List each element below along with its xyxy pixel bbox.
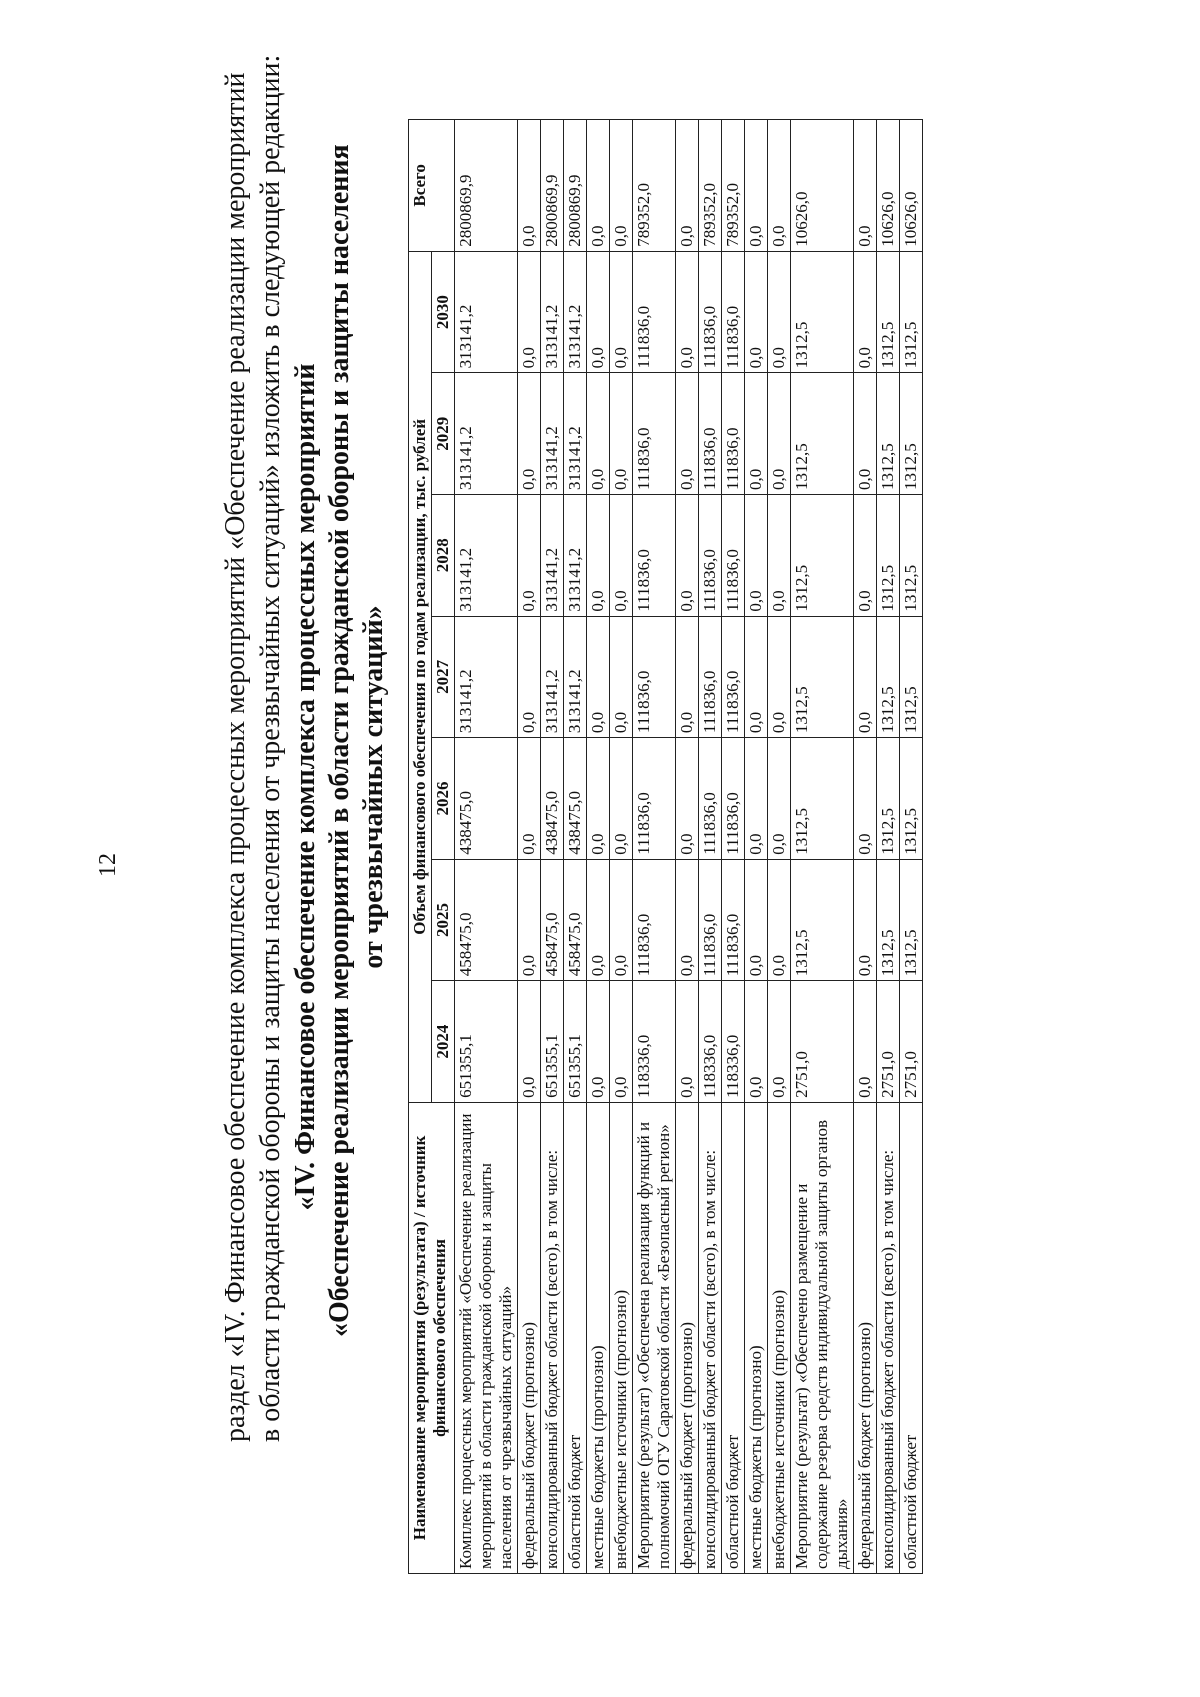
row-value: 0,0: [676, 251, 699, 373]
row-total: 0,0: [610, 120, 633, 252]
row-value: 0,0: [854, 981, 877, 1103]
table-row: [676, 120, 699, 1574]
row-total: 789352,0: [633, 120, 676, 252]
row-value: 1312,5: [877, 251, 900, 373]
table-row: [877, 120, 900, 1574]
row-value: 0,0: [676, 738, 699, 860]
table-row: [518, 120, 541, 1574]
row-value: 111836,0: [699, 616, 722, 738]
row-value: 651355,1: [564, 981, 587, 1103]
row-value: 0,0: [518, 373, 541, 495]
header-name: Наименование мероприятия (результата) / источник финансового обеспечения: [409, 1102, 455, 1573]
row-value: 0,0: [676, 981, 699, 1103]
row-value: 0,0: [768, 981, 791, 1103]
row-value: 458475,0: [455, 859, 518, 981]
row-value: 1312,5: [791, 494, 854, 616]
row-value: 0,0: [610, 738, 633, 860]
row-value: 0,0: [518, 981, 541, 1103]
row-value: 1312,5: [900, 373, 923, 495]
row-value: 651355,1: [455, 981, 518, 1103]
header-total: Всего: [409, 120, 455, 252]
header-year: 2027: [432, 616, 455, 738]
row-value: 0,0: [587, 981, 610, 1103]
header-year: 2030: [432, 251, 455, 373]
row-value: 313141,2: [564, 494, 587, 616]
row-value: 0,0: [676, 859, 699, 981]
row-value: 0,0: [768, 616, 791, 738]
row-value: 0,0: [610, 981, 633, 1103]
row-value: 651355,1: [541, 981, 564, 1103]
row-value: 111836,0: [699, 859, 722, 981]
row-value: 0,0: [587, 251, 610, 373]
row-value: 111836,0: [633, 373, 676, 495]
table-row: [564, 120, 587, 1574]
table-row: [633, 120, 676, 1574]
table-row: [854, 120, 877, 1574]
financing-table: [408, 119, 923, 1574]
section-title-line-2: «Обеспечение реализации мероприятий в области гражданской обороны и защиты населения: [324, 144, 355, 1337]
row-value: 1312,5: [791, 738, 854, 860]
row-value: 0,0: [518, 738, 541, 860]
row-value: 0,0: [854, 494, 877, 616]
row-value: 111836,0: [699, 494, 722, 616]
row-value: 313141,2: [455, 494, 518, 616]
row-value: 313141,2: [455, 251, 518, 373]
row-value: 0,0: [768, 251, 791, 373]
row-value: 438475,0: [541, 738, 564, 860]
row-name: Комплекс процессных мероприятий «Обеспечение реализации мероприятий в области гражданской обороны и защиты населения от чрезвычайных ситуаций»: [455, 1102, 518, 1573]
row-value: 1312,5: [791, 251, 854, 373]
row-value: 1312,5: [791, 373, 854, 495]
row-value: 111836,0: [722, 251, 745, 373]
row-value: 111836,0: [633, 616, 676, 738]
table-row: [745, 120, 768, 1574]
row-value: 0,0: [745, 616, 768, 738]
row-value: 0,0: [587, 616, 610, 738]
row-name: местные бюджеты (прогнозно): [745, 1102, 768, 1573]
row-value: 0,0: [768, 373, 791, 495]
row-name: федеральный бюджет (прогнозно): [518, 1102, 541, 1573]
row-value: 313141,2: [455, 373, 518, 495]
row-value: 458475,0: [541, 859, 564, 981]
row-name: консолидированный бюджет области (всего), в том числе:: [877, 1102, 900, 1573]
row-name: областной бюджет: [722, 1102, 745, 1573]
row-value: 0,0: [768, 859, 791, 981]
row-value: 1312,5: [877, 373, 900, 495]
row-total: 10626,0: [877, 120, 900, 252]
row-value: 1312,5: [900, 494, 923, 616]
row-total: 0,0: [676, 120, 699, 252]
row-value: 111836,0: [699, 738, 722, 860]
table-row: [610, 120, 633, 1574]
row-name: консолидированный бюджет области (всего), в том числе:: [699, 1102, 722, 1573]
row-value: 0,0: [610, 373, 633, 495]
row-value: 313141,2: [564, 373, 587, 495]
row-name: федеральный бюджет (прогнозно): [854, 1102, 877, 1573]
row-value: 0,0: [518, 494, 541, 616]
row-total: 2800869,9: [541, 120, 564, 252]
row-total: 0,0: [854, 120, 877, 252]
row-total: 0,0: [587, 120, 610, 252]
row-value: 111836,0: [633, 738, 676, 860]
row-total: 10626,0: [900, 120, 923, 252]
row-value: 0,0: [854, 616, 877, 738]
row-value: 0,0: [610, 616, 633, 738]
row-name: внебюджетные источники (прогнозно): [610, 1102, 633, 1573]
row-value: 0,0: [854, 738, 877, 860]
row-value: 0,0: [745, 373, 768, 495]
section-title-line-1: «IV. Финансовое обеспечение комплекса процессных мероприятий: [290, 363, 321, 1211]
row-value: 0,0: [518, 251, 541, 373]
row-name: консолидированный бюджет области (всего), в том числе:: [541, 1102, 564, 1573]
row-value: 0,0: [610, 251, 633, 373]
row-total: 10626,0: [791, 120, 854, 252]
row-value: 313141,2: [541, 251, 564, 373]
row-name: Мероприятие (результат) «Обеспечена реализация функций и полномочий ОГУ Саратовской области «Безопасный регион»: [633, 1102, 676, 1573]
row-value: 2751,0: [900, 981, 923, 1103]
table-row: [699, 120, 722, 1574]
row-total: 0,0: [768, 120, 791, 252]
row-value: 438475,0: [455, 738, 518, 860]
row-value: 111836,0: [722, 373, 745, 495]
row-total: 2800869,9: [455, 120, 518, 252]
row-value: 111836,0: [699, 251, 722, 373]
table-row: [900, 120, 923, 1574]
row-value: 0,0: [587, 738, 610, 860]
row-value: 0,0: [587, 373, 610, 495]
row-value: 2751,0: [877, 981, 900, 1103]
row-value: 1312,5: [877, 494, 900, 616]
row-value: 0,0: [854, 373, 877, 495]
table-row: [541, 120, 564, 1574]
row-value: 111836,0: [722, 738, 745, 860]
page-number: 12: [95, 853, 121, 877]
row-value: 0,0: [745, 859, 768, 981]
row-value: 0,0: [854, 859, 877, 981]
row-total: 789352,0: [699, 120, 722, 252]
row-value: 0,0: [518, 616, 541, 738]
row-name: областной бюджет: [900, 1102, 923, 1573]
row-value: 0,0: [610, 859, 633, 981]
row-value: 1312,5: [791, 616, 854, 738]
row-value: 1312,5: [791, 859, 854, 981]
row-value: 111836,0: [722, 616, 745, 738]
row-value: 111836,0: [633, 251, 676, 373]
row-value: 1312,5: [877, 738, 900, 860]
row-value: 438475,0: [564, 738, 587, 860]
row-value: 458475,0: [564, 859, 587, 981]
row-value: 0,0: [768, 738, 791, 860]
row-value: 0,0: [854, 251, 877, 373]
row-value: 111836,0: [722, 494, 745, 616]
row-value: 0,0: [745, 251, 768, 373]
row-value: 1312,5: [900, 859, 923, 981]
row-value: 111836,0: [699, 373, 722, 495]
section-title-line-3: от чрезвычайных ситуаций»: [358, 605, 389, 969]
intro-line-2: в области гражданской обороны и защиты населения от чрезвычайных ситуаций» изложить в следующей редакции:: [255, 54, 286, 1442]
row-total: 789352,0: [722, 120, 745, 252]
intro-line-1: раздел «IV. Финансовое обеспечение комплекса процессных мероприятий «Обеспечение реализации мероприятий: [220, 72, 251, 1442]
row-value: 313141,2: [455, 616, 518, 738]
row-name: областной бюджет: [564, 1102, 587, 1573]
row-total: 2800869,9: [564, 120, 587, 252]
row-value: 0,0: [676, 616, 699, 738]
row-value: 2751,0: [791, 981, 854, 1103]
row-value: 111836,0: [722, 859, 745, 981]
row-value: 118336,0: [633, 981, 676, 1103]
table-row: [722, 120, 745, 1574]
row-value: 1312,5: [900, 616, 923, 738]
row-value: 313141,2: [564, 251, 587, 373]
row-value: 0,0: [768, 494, 791, 616]
row-value: 0,0: [745, 494, 768, 616]
row-total: 0,0: [518, 120, 541, 252]
row-value: 1312,5: [877, 859, 900, 981]
header-volume: Объем финансового обеспечения по годам реализации, тыс. рублей: [409, 251, 432, 1102]
row-value: 0,0: [676, 494, 699, 616]
header-year: 2025: [432, 859, 455, 981]
row-value: 1312,5: [900, 738, 923, 860]
row-value: 0,0: [518, 859, 541, 981]
header-year: 2026: [432, 738, 455, 860]
header-year: 2024: [432, 981, 455, 1103]
row-value: 1312,5: [877, 616, 900, 738]
row-value: 313141,2: [541, 616, 564, 738]
row-total: 0,0: [745, 120, 768, 252]
row-name: федеральный бюджет (прогнозно): [676, 1102, 699, 1573]
header-year: 2029: [432, 373, 455, 495]
table-body: [455, 120, 923, 1574]
row-name: Мероприятие (результат) «Обеспечено размещение и содержание резерва средств индивидуальной защиты органов дыхания»: [791, 1102, 854, 1573]
row-value: 0,0: [587, 859, 610, 981]
row-value: 1312,5: [900, 251, 923, 373]
row-value: 118336,0: [699, 981, 722, 1103]
row-value: 0,0: [610, 494, 633, 616]
row-name: местные бюджеты (прогнозно): [587, 1102, 610, 1573]
row-value: 111836,0: [633, 494, 676, 616]
row-value: 0,0: [587, 494, 610, 616]
table-row: [587, 120, 610, 1574]
row-value: 111836,0: [633, 859, 676, 981]
row-value: 0,0: [676, 373, 699, 495]
header-year: 2028: [432, 494, 455, 616]
row-name: внебюджетные источники (прогнозно): [768, 1102, 791, 1573]
row-value: 313141,2: [541, 494, 564, 616]
table-row: [455, 120, 518, 1574]
row-value: 313141,2: [564, 616, 587, 738]
table-row: [791, 120, 854, 1574]
row-value: 313141,2: [541, 373, 564, 495]
row-value: 0,0: [745, 981, 768, 1103]
table-row: [768, 120, 791, 1574]
row-value: 0,0: [745, 738, 768, 860]
row-value: 118336,0: [722, 981, 745, 1103]
